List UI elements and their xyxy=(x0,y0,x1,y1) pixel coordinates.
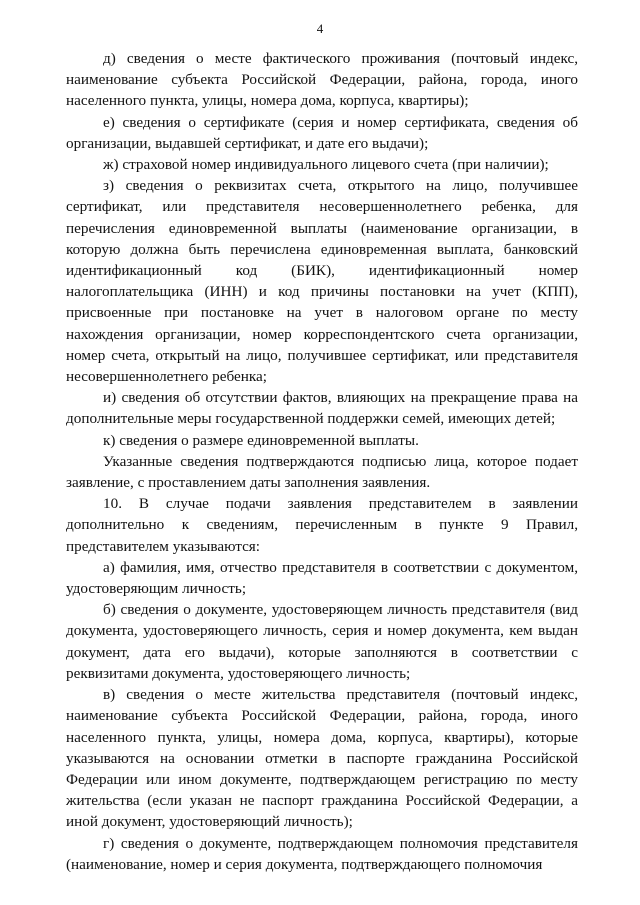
paragraph-a: а) фамилия, имя, отчество представителя в соответствии с документом, удостоверяющим личность; xyxy=(66,558,578,598)
paragraph-zh: ж) страховой номер индивидуального лицевого счета (при наличии); xyxy=(103,156,549,174)
paragraph-g: г) сведения о документе, подтверждающем полномочия представителя (наименование, номер и серия документа, подтверждающего полномочия xyxy=(66,834,578,873)
paragraph-z: з) сведения о реквизитах счета, открытого на лицо, получившее сертификат, или представителя несовершеннолетнего ребенка, для перечисления единовременной выплаты (наименование организации, в которую должна быть перечислена единовременная выплата, банковский идентификационный код (БИК), идентификационный номер налогоплательщика (ИНН) и код причины постановки на учет (КПП), присвоенные при постановке на учет в налоговом органе по месту нахождения организации, номер корреспондентского счета организации, номер счета, открытый на лицо, получившее сертификат, или представителя несовершеннолетнего ребенка; xyxy=(66,177,578,386)
paragraph-e: е) сведения о сертификате (серия и номер сертификата, сведения об организации, выдавшей сертификат, и дате его выдачи); xyxy=(66,113,578,152)
paragraph-v: в) сведения о месте жительства представителя (почтовый индекс, наименование субъекта Российской Федерации, района, города, иного населенного пункта, улицы, номера дома, корпуса, квартиры), которые указываются на основании отметки в паспорте гражданина Российской Федерации или ином документе, подтверждающем регистрацию по месту жительства (если указан не паспорт гражданина Российской Федерации, а иной документ, удостоверяющий личность); xyxy=(66,686,578,831)
paragraph-k: к) сведения о размере единовременной выплаты. xyxy=(103,431,419,449)
paragraph-signature-note: Указанные сведения подтверждаются подписью лица, которое подает заявление, с проставлением даты заполнения заявления. xyxy=(66,452,578,492)
paragraph-d: д) сведения о месте фактического проживания (почтовый индекс, наименование субъекта Российской Федерации, района, города, иного населенного пункта, улицы, номера дома, корпуса, квартиры); xyxy=(66,50,578,110)
paragraph-i: и) сведения об отсутствии фактов, влияющих на прекращение права на дополнительные меры государственной поддержки семей, имеющих детей; xyxy=(66,389,578,428)
document-body xyxy=(66,48,578,875)
paragraph-b: б) сведения о документе, удостоверяющем личность представителя (вид документа, удостоверяющего личность, серия и номер документа, кем выдан документ, дата его выдачи), которые заполняются в соответствии с реквизитами документа, удостоверяющего личность; xyxy=(66,601,578,682)
page-number: 4 xyxy=(316,21,324,36)
paragraph-clause-10: 10. В случае подачи заявления представителем в заявлении дополнительно к сведениям, перечисленным в пункте 9 Правил, представителем указываются: xyxy=(66,495,578,555)
